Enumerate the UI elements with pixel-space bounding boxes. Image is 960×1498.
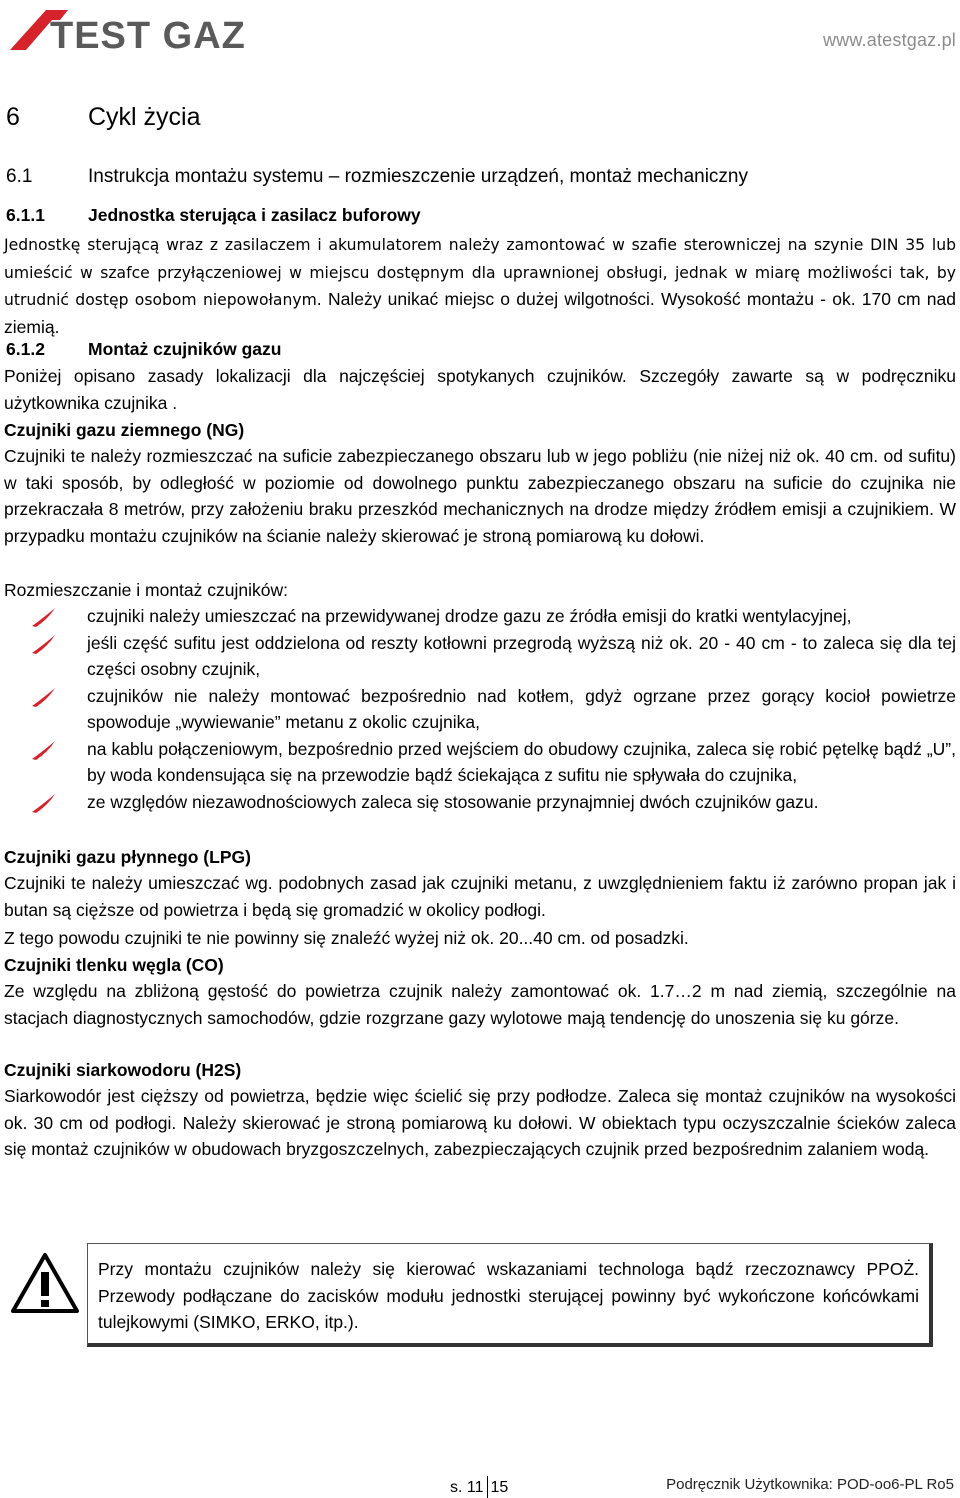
list-item-text: czujników nie należy montować bezpośrednio nad kotłem, gdyż ogrzane przez gorący kocioł powietrze spowoduje „wywiewanie” metanu z okolic czujnika, [87, 685, 956, 732]
red-slash-bullet-icon [28, 634, 58, 654]
heading-lpg: Czujniki gazu płynnego (LPG) [4, 847, 251, 867]
page-current: 11 [466, 1479, 484, 1496]
paragraph-control-unit [4, 231, 956, 340]
warning-text: Przy montażu czujników należy się kierować wskazaniami technologa bądź rzeczoznawcy PPOŻ. Przewody podłączane do zacisków modułu jednostki sterującej powinny być wykończone końcówkami tulejkowymi (SIMKO, ERKO, itp.). [98, 1259, 919, 1332]
list-item [4, 789, 956, 816]
paragraph-intro: Poniżej opisano zasady lokalizacji dla najczęściej spotykanych czujników. Szczegóły zawarte są w podręczniku użytkownika czujnika . [4, 366, 956, 413]
section-title: Cykl życia [88, 103, 201, 131]
warning-box [87, 1243, 933, 1347]
heading-6-1-1 [6, 205, 421, 226]
section-number: 6 [6, 103, 20, 131]
heading-title: Jednostka sterująca i zasilacz buforowy [88, 205, 421, 225]
page-total: 15 [490, 1479, 509, 1496]
heading-h2s: Czujniki siarkowodoru (H2S) [4, 1060, 242, 1080]
paragraph-lpg: Czujniki te należy umieszczać wg. podobnych zasad jak czujniki metanu, z uwzględnieniem faktu iż zarówno propan jak i butan są cięższe od powietrza i będą się gromadzić w okolicy podłogi. [4, 873, 956, 920]
page-separator [487, 1476, 488, 1498]
placement-list [4, 603, 956, 815]
subsection-title: Instrukcja montażu systemu – rozmieszczenie urządzeń, montaż mechaniczny [88, 166, 748, 187]
page-number [450, 1476, 508, 1498]
paragraph-co: Ze względu na zbliżoną gęstość do powietrza czujnik należy zamontować ok. 1.7…2 m nad ziemią, szczególnie na stacjach diagnostycznych samochodów, gdzie rozgrzane gazy wylotowe mają tendencję do unoszenia się ku górze. [4, 981, 956, 1028]
list-item-text: na kablu połączeniowym, bezpośrednio przed wejściem do obudowy czujnika, zaleca się robić pętelkę bądź „U”, by woda kondensująca się na przewodzie bądź ściekająca z sufitu nie spływała do czujnika, [87, 738, 956, 785]
section-heading [6, 103, 201, 132]
red-slash-bullet-icon [28, 740, 58, 760]
list-item [4, 630, 956, 683]
paragraph-h2s: Siarkowodór jest cięższy od powietrza, będzie więc ścielić się przy podłodze. Zaleca się montaż czujników na wysokości ok. 30 cm od podłogi. Należy skierować je stroną pomiarową ku dołowi. W obiektach typu oczyszczalnie ścieków zaleca się montaż czujników w obudowach bryzgoszczelnych, zabezpieczających czujnik przed bezpośrednim zalaniem wodą. [4, 1086, 956, 1159]
warning-triangle-icon [10, 1252, 80, 1314]
heading-number: 6.1.2 [6, 339, 45, 359]
document-title: Podręcznik Użytkownika: POD-oo6-PL Ro5 [666, 1476, 954, 1493]
list-item-text: czujniki należy umieszczać na przewidywanej drodze gazu ze źródła emisji do kratki wentylacyjnej, [87, 606, 852, 626]
heading-co: Czujniki tlenku węgla (CO) [4, 955, 224, 975]
paragraph-lpg-2: Z tego powodu czujniki te nie powinny się znaleźć wyżej niż ok. 20...40 cm. od posadzki. [4, 928, 689, 948]
list-item [4, 603, 956, 630]
heading-title: Montaż czujników gazu [88, 339, 282, 359]
svg-text:TEST GAZ: TEST GAZ [50, 15, 246, 56]
heading-number: 6.1.1 [6, 205, 45, 225]
red-slash-bullet-icon [28, 793, 58, 813]
subsection-heading [6, 166, 748, 188]
paragraph-ng: Czujniki te należy rozmieszczać na suficie zabezpieczanego obszaru lub w jego pobliżu (nie niżej niż ok. 40 cm. od sufitu) w taki sposób, by odległość w poziomie od dowolnego punktu zabezpieczanego obszaru na suficie do czujnika nie przekraczała 8 metrów, przy założeniu braku przeszkód mechanicznych na drodze między źródłem emisji a czujnikiem. W przypadku montażu czujników na ścianie należy skierować je stroną pomiarową ku dołowi. [4, 446, 956, 546]
heading-ng: Czujniki gazu ziemnego (NG) [4, 420, 245, 440]
subsection-number: 6.1 [6, 166, 33, 187]
list-item-text: ze względów niezawodnościowych zaleca się stosowanie przynajmniej dwóch czujników gazu. [87, 791, 819, 812]
heading-6-1-2 [6, 339, 281, 360]
site-url[interactable]: www.atestgaz.pl [822, 30, 956, 50]
red-slash-bullet-icon [28, 687, 58, 707]
page-prefix: s. [450, 1479, 463, 1496]
paragraph-text: Jednostkę sterującą wraz z zasilaczem i akumulatorem należy zamontować w szafie sterowniczej na szynie DIN 35 lub umieścić w szafce przyłączeniowej w miejscu dostępnym dla uprawnionej obsługi, jednak w miarę możliwości tak, by utrudnić dostęp osobom niepowołanym. [4, 236, 956, 309]
paragraph-text: Należy unikać miejsc o dużej wilgotności. Wysokość montażu - ok. 170 cm nad ziemią. [4, 289, 956, 337]
list-item-text: jeśli część sufitu jest oddzielona od reszty kotłowni przegrodą wyższą niż ok. 20 - 40 cm - to zaleca się dla tej części osobny czujnik, [87, 632, 956, 679]
list-item [4, 683, 956, 736]
atest-gaz-logo [6, 4, 296, 56]
placement-heading: Rozmieszczanie i montaż czujników: [4, 580, 288, 600]
list-item [4, 736, 956, 789]
red-slash-bullet-icon [28, 607, 58, 627]
